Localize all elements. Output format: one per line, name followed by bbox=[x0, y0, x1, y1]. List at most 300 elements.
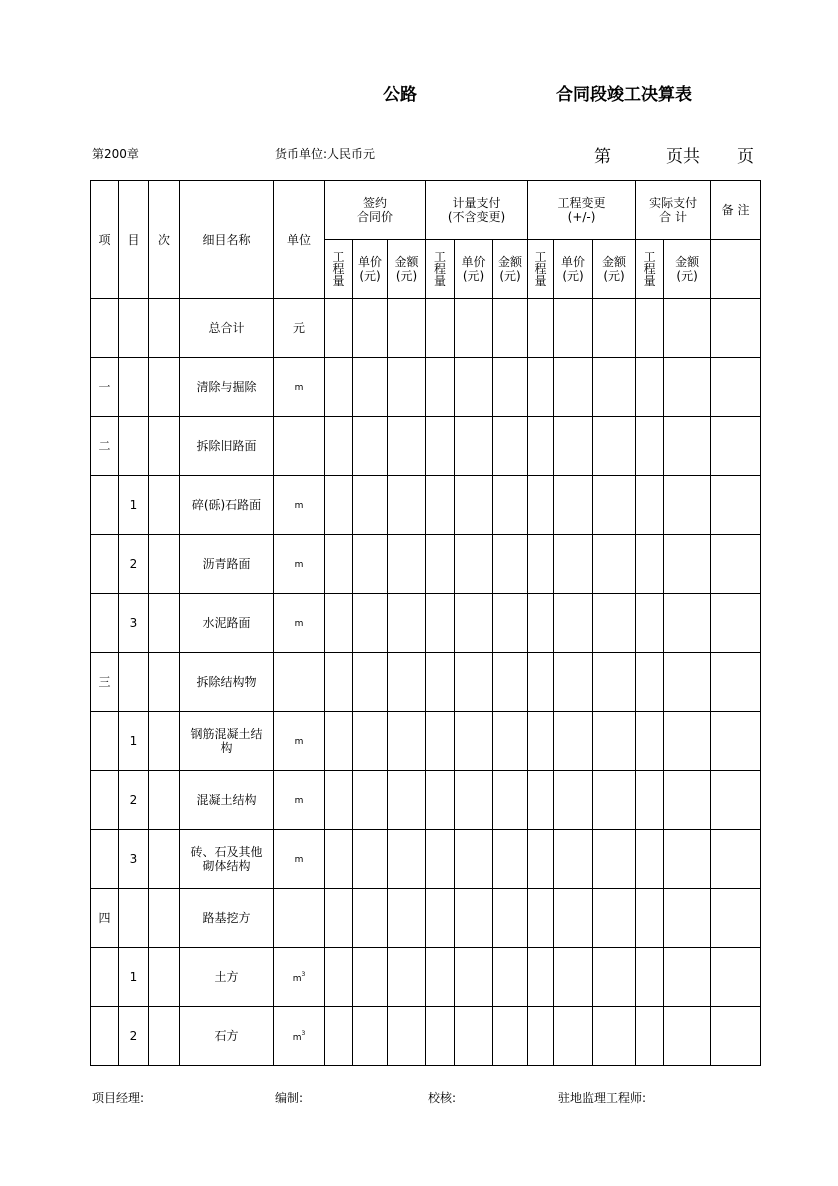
cell-value bbox=[325, 1007, 353, 1066]
cell-value bbox=[593, 653, 636, 712]
table-row bbox=[91, 830, 761, 889]
chapter-label: 第200章 bbox=[92, 147, 139, 161]
cell-value bbox=[528, 1007, 554, 1066]
table-row bbox=[91, 476, 761, 535]
cell-value bbox=[711, 594, 761, 653]
header-mu: 目 bbox=[119, 181, 149, 299]
sub-amount-line2: (元) bbox=[603, 269, 625, 283]
cell-value bbox=[455, 535, 493, 594]
cell-value bbox=[664, 299, 711, 358]
cell-unit bbox=[274, 771, 325, 830]
cell-mu: 2 bbox=[119, 771, 149, 830]
cell-value bbox=[554, 771, 593, 830]
cell-value bbox=[636, 771, 664, 830]
cell-value bbox=[554, 476, 593, 535]
cell-mu bbox=[119, 299, 149, 358]
cell-unit bbox=[274, 594, 325, 653]
cell-value bbox=[528, 889, 554, 948]
cell-xiang: 三 bbox=[91, 653, 119, 712]
table-row bbox=[91, 1007, 761, 1066]
cell-value bbox=[325, 712, 353, 771]
cell-value bbox=[325, 299, 353, 358]
sub-price-line2: (元) bbox=[359, 269, 381, 283]
table-row bbox=[91, 889, 761, 948]
header-actual bbox=[636, 181, 711, 240]
cell-value bbox=[493, 1007, 528, 1066]
cell-xiang: 四 bbox=[91, 889, 119, 948]
cell-value bbox=[426, 1007, 455, 1066]
page-ye-gong: 页共 bbox=[666, 147, 700, 167]
cell-value bbox=[554, 535, 593, 594]
cell-value bbox=[636, 476, 664, 535]
header-remark: 备 注 bbox=[711, 181, 761, 240]
cell-value bbox=[636, 299, 664, 358]
cell-value bbox=[664, 830, 711, 889]
sub-amount-line1: 金额 bbox=[602, 255, 627, 269]
cell-unit-text: m bbox=[294, 796, 304, 806]
sub-amount bbox=[388, 240, 426, 299]
header-contract-line2: 合同价 bbox=[357, 210, 394, 224]
cell-value bbox=[388, 1007, 426, 1066]
cell-unit bbox=[274, 948, 325, 1007]
cell-name: 砖、石及其他砌体结构 bbox=[180, 830, 274, 889]
cell-ci bbox=[149, 1007, 180, 1066]
cell-name: 拆除旧路面 bbox=[180, 417, 274, 476]
cell-unit bbox=[274, 712, 325, 771]
table-row bbox=[91, 535, 761, 594]
cell-value bbox=[593, 830, 636, 889]
cell-value bbox=[353, 476, 388, 535]
cell-value bbox=[711, 299, 761, 358]
cell-value bbox=[455, 417, 493, 476]
cell-value bbox=[554, 653, 593, 712]
cell-value bbox=[528, 358, 554, 417]
cell-unit bbox=[274, 1007, 325, 1066]
cell-value bbox=[388, 830, 426, 889]
cell-value bbox=[664, 358, 711, 417]
cell-value bbox=[493, 476, 528, 535]
cell-value bbox=[353, 889, 388, 948]
cell-ci bbox=[149, 417, 180, 476]
cell-value bbox=[455, 830, 493, 889]
cell-value bbox=[664, 1007, 711, 1066]
sub-price bbox=[455, 240, 493, 299]
cell-xiang bbox=[91, 594, 119, 653]
cell-value bbox=[426, 712, 455, 771]
header-actual-line1: 实际支付 bbox=[649, 196, 698, 210]
cell-value bbox=[388, 771, 426, 830]
cell-value bbox=[426, 771, 455, 830]
cell-value bbox=[554, 417, 593, 476]
cell-ci bbox=[149, 299, 180, 358]
cell-value bbox=[528, 771, 554, 830]
cell-value bbox=[493, 417, 528, 476]
cell-value bbox=[593, 771, 636, 830]
cell-value bbox=[493, 830, 528, 889]
cell-unit-text: m bbox=[292, 1033, 302, 1043]
cell-value bbox=[388, 712, 426, 771]
cell-value bbox=[353, 771, 388, 830]
cell-ci bbox=[149, 712, 180, 771]
cell-mu bbox=[119, 417, 149, 476]
cell-value bbox=[664, 948, 711, 1007]
cell-value bbox=[353, 712, 388, 771]
cell-unit bbox=[274, 535, 325, 594]
cell-name: 总合计 bbox=[180, 299, 274, 358]
cell-unit-text: m bbox=[292, 974, 302, 984]
cell-unit-text: m bbox=[294, 383, 304, 393]
cell-value bbox=[388, 889, 426, 948]
header-change bbox=[528, 181, 636, 240]
sub-amount-line2: (元) bbox=[395, 269, 418, 283]
cell-value bbox=[593, 358, 636, 417]
cell-mu: 1 bbox=[119, 476, 149, 535]
header-measured bbox=[426, 181, 528, 240]
cell-value bbox=[636, 830, 664, 889]
cell-value bbox=[593, 299, 636, 358]
cell-value bbox=[664, 889, 711, 948]
cell-value bbox=[711, 476, 761, 535]
cell-value bbox=[493, 712, 528, 771]
sub-qty-text: 工程量 bbox=[534, 249, 547, 288]
cell-value bbox=[711, 771, 761, 830]
header-measured-line2: (不含变更) bbox=[447, 210, 506, 224]
footer-supervisor: 驻地监理工程师: bbox=[558, 1091, 647, 1105]
sub-qty bbox=[325, 240, 353, 299]
cell-value bbox=[455, 594, 493, 653]
sub-price bbox=[353, 240, 388, 299]
cell-value bbox=[593, 948, 636, 1007]
cell-unit bbox=[274, 358, 325, 417]
cell-value bbox=[353, 653, 388, 712]
cell-unit-text: 元 bbox=[292, 321, 305, 335]
cell-value bbox=[593, 535, 636, 594]
cell-xiang bbox=[91, 771, 119, 830]
cell-value bbox=[636, 417, 664, 476]
footer-editor: 编制: bbox=[275, 1091, 304, 1105]
cell-value bbox=[325, 830, 353, 889]
cell-value bbox=[325, 653, 353, 712]
cell-value bbox=[664, 712, 711, 771]
cell-name: 碎(砾)石路面 bbox=[180, 476, 274, 535]
page-ye: 页 bbox=[737, 147, 754, 167]
cell-value bbox=[388, 948, 426, 1007]
cell-unit-text: m bbox=[294, 737, 304, 747]
sub-price-line1: 单价 bbox=[561, 255, 586, 269]
cell-value bbox=[325, 948, 353, 1007]
cell-value bbox=[664, 417, 711, 476]
cell-name: 拆除结构物 bbox=[180, 653, 274, 712]
cell-value bbox=[353, 830, 388, 889]
cell-mu: 1 bbox=[119, 948, 149, 1007]
table-row bbox=[91, 299, 761, 358]
cell-xiang: 一 bbox=[91, 358, 119, 417]
header-row-1 bbox=[91, 181, 761, 240]
header-contract bbox=[325, 181, 426, 240]
cell-value bbox=[353, 535, 388, 594]
cell-unit bbox=[274, 417, 325, 476]
cell-value bbox=[353, 358, 388, 417]
cell-value bbox=[426, 830, 455, 889]
cell-value bbox=[493, 358, 528, 417]
cell-value bbox=[528, 948, 554, 1007]
cell-mu: 1 bbox=[119, 712, 149, 771]
sub-amount-line2: (元) bbox=[499, 269, 521, 283]
header-contract-line1: 签约 bbox=[363, 196, 388, 210]
cell-value bbox=[664, 653, 711, 712]
cell-name: 沥青路面 bbox=[180, 535, 274, 594]
cell-mu: 2 bbox=[119, 535, 149, 594]
cell-value bbox=[455, 889, 493, 948]
cell-unit-sup: 3 bbox=[301, 971, 306, 978]
cell-value bbox=[711, 417, 761, 476]
cell-name: 钢筋混凝土结构 bbox=[180, 712, 274, 771]
cell-unit-text: m bbox=[294, 855, 304, 865]
cell-value bbox=[711, 889, 761, 948]
sub-price bbox=[554, 240, 593, 299]
cell-value bbox=[554, 712, 593, 771]
table-row bbox=[91, 948, 761, 1007]
cell-value bbox=[711, 830, 761, 889]
cell-value bbox=[636, 358, 664, 417]
cell-unit bbox=[274, 830, 325, 889]
footer-checker: 校核: bbox=[428, 1091, 457, 1105]
cell-name: 水泥路面 bbox=[180, 594, 274, 653]
sub-qty-text: 工程量 bbox=[332, 249, 345, 288]
cell-ci bbox=[149, 653, 180, 712]
sub-price-line1: 单价 bbox=[357, 255, 382, 269]
title-right: 合同段竣工决算表 bbox=[556, 85, 692, 105]
cell-ci bbox=[149, 771, 180, 830]
title-left: 公路 bbox=[383, 85, 417, 105]
footer-manager: 项目经理: bbox=[92, 1091, 145, 1105]
cell-value bbox=[528, 830, 554, 889]
cell-mu: 3 bbox=[119, 594, 149, 653]
cell-value bbox=[325, 476, 353, 535]
cell-value bbox=[636, 1007, 664, 1066]
cell-value bbox=[388, 535, 426, 594]
sub-qty bbox=[636, 240, 664, 299]
table-row bbox=[91, 712, 761, 771]
cell-value bbox=[426, 417, 455, 476]
cell-xiang: 二 bbox=[91, 417, 119, 476]
cell-unit-text: m bbox=[294, 619, 304, 629]
table-row bbox=[91, 594, 761, 653]
cell-value bbox=[493, 535, 528, 594]
cell-value bbox=[636, 653, 664, 712]
cell-value bbox=[455, 476, 493, 535]
cell-value bbox=[426, 535, 455, 594]
cell-value bbox=[426, 299, 455, 358]
cell-mu bbox=[119, 358, 149, 417]
cell-ci bbox=[149, 594, 180, 653]
sub-amount bbox=[593, 240, 636, 299]
cell-value bbox=[426, 889, 455, 948]
cell-value bbox=[455, 771, 493, 830]
cell-value bbox=[554, 358, 593, 417]
cell-value bbox=[554, 889, 593, 948]
cell-value bbox=[664, 535, 711, 594]
header-change-line1: 工程变更 bbox=[557, 196, 606, 210]
sub-qty-text: 工程量 bbox=[643, 249, 656, 288]
cell-value bbox=[711, 653, 761, 712]
sub-amount bbox=[664, 240, 711, 299]
cell-value bbox=[455, 299, 493, 358]
cell-value bbox=[664, 476, 711, 535]
cell-value bbox=[528, 653, 554, 712]
cell-value bbox=[554, 299, 593, 358]
cell-value bbox=[388, 594, 426, 653]
settlement-table bbox=[90, 180, 761, 1066]
cell-value bbox=[455, 1007, 493, 1066]
cell-value bbox=[325, 771, 353, 830]
cell-value bbox=[353, 594, 388, 653]
cell-value bbox=[325, 358, 353, 417]
cell-ci bbox=[149, 535, 180, 594]
cell-value bbox=[493, 299, 528, 358]
sub-price-line2: (元) bbox=[562, 269, 584, 283]
cell-value bbox=[388, 358, 426, 417]
cell-unit bbox=[274, 476, 325, 535]
cell-value bbox=[388, 476, 426, 535]
cell-value bbox=[493, 771, 528, 830]
cell-value bbox=[426, 358, 455, 417]
cell-value bbox=[593, 476, 636, 535]
sub-qty bbox=[528, 240, 554, 299]
cell-unit bbox=[274, 889, 325, 948]
header-xiang: 项 bbox=[91, 181, 119, 299]
cell-value bbox=[493, 889, 528, 948]
header-change-line2: (+/-) bbox=[567, 210, 596, 224]
cell-name: 路基挖方 bbox=[180, 889, 274, 948]
cell-mu bbox=[119, 653, 149, 712]
page-di: 第 bbox=[594, 147, 611, 167]
cell-value bbox=[711, 535, 761, 594]
table-row bbox=[91, 653, 761, 712]
cell-value bbox=[593, 889, 636, 948]
cell-value bbox=[353, 299, 388, 358]
cell-ci bbox=[149, 889, 180, 948]
cell-ci bbox=[149, 476, 180, 535]
cell-name: 混凝土结构 bbox=[180, 771, 274, 830]
cell-value bbox=[353, 1007, 388, 1066]
cell-value bbox=[325, 594, 353, 653]
cell-name: 石方 bbox=[180, 1007, 274, 1066]
cell-value bbox=[426, 476, 455, 535]
cell-value bbox=[528, 476, 554, 535]
cell-value bbox=[493, 948, 528, 1007]
table-row bbox=[91, 417, 761, 476]
cell-value bbox=[388, 299, 426, 358]
cell-xiang bbox=[91, 830, 119, 889]
cell-value bbox=[554, 948, 593, 1007]
sub-amount-line1: 金额 bbox=[675, 255, 700, 269]
sub-amount bbox=[493, 240, 528, 299]
cell-value bbox=[593, 594, 636, 653]
cell-unit-text: m bbox=[294, 560, 304, 570]
cell-unit bbox=[274, 653, 325, 712]
header-measured-line1: 计量支付 bbox=[452, 196, 501, 210]
cell-value bbox=[455, 653, 493, 712]
header-actual-line2: 合 计 bbox=[659, 210, 687, 224]
cell-unit-text: m bbox=[294, 501, 304, 511]
cell-value bbox=[554, 594, 593, 653]
table-row bbox=[91, 771, 761, 830]
cell-value bbox=[528, 535, 554, 594]
cell-value bbox=[353, 948, 388, 1007]
cell-value bbox=[388, 417, 426, 476]
header-ci: 次 bbox=[149, 181, 180, 299]
sub-price-line2: (元) bbox=[462, 269, 485, 283]
cell-value bbox=[664, 594, 711, 653]
cell-value bbox=[426, 948, 455, 1007]
cell-value bbox=[593, 417, 636, 476]
cell-mu: 3 bbox=[119, 830, 149, 889]
cell-value bbox=[325, 535, 353, 594]
sub-remark-blank bbox=[711, 240, 761, 299]
sub-amount-line2: (元) bbox=[676, 269, 698, 283]
cell-value bbox=[711, 948, 761, 1007]
cell-value bbox=[493, 594, 528, 653]
cell-value bbox=[455, 358, 493, 417]
cell-value bbox=[353, 417, 388, 476]
currency-label: 货币单位:人民币元 bbox=[275, 147, 376, 161]
cell-value bbox=[554, 830, 593, 889]
cell-value bbox=[426, 653, 455, 712]
cell-value bbox=[664, 771, 711, 830]
cell-value bbox=[593, 712, 636, 771]
cell-value bbox=[528, 712, 554, 771]
cell-unit bbox=[274, 299, 325, 358]
cell-value bbox=[455, 948, 493, 1007]
sub-qty-text: 工程量 bbox=[434, 249, 447, 288]
cell-xiang bbox=[91, 948, 119, 1007]
cell-value bbox=[636, 594, 664, 653]
cell-mu bbox=[119, 889, 149, 948]
cell-value bbox=[528, 417, 554, 476]
cell-value bbox=[636, 535, 664, 594]
cell-value bbox=[636, 889, 664, 948]
sub-price-line1: 单价 bbox=[461, 255, 486, 269]
cell-name: 土方 bbox=[180, 948, 274, 1007]
cell-xiang bbox=[91, 476, 119, 535]
cell-value bbox=[554, 1007, 593, 1066]
cell-name: 清除与掘除 bbox=[180, 358, 274, 417]
sub-amount-line1: 金额 bbox=[498, 255, 523, 269]
cell-value bbox=[528, 299, 554, 358]
cell-value bbox=[426, 594, 455, 653]
cell-value bbox=[455, 712, 493, 771]
cell-ci bbox=[149, 358, 180, 417]
cell-xiang bbox=[91, 1007, 119, 1066]
cell-xiang bbox=[91, 712, 119, 771]
cell-value bbox=[636, 948, 664, 1007]
sub-qty bbox=[426, 240, 455, 299]
cell-value bbox=[325, 417, 353, 476]
cell-value bbox=[593, 1007, 636, 1066]
cell-value bbox=[636, 712, 664, 771]
cell-value bbox=[325, 889, 353, 948]
cell-value bbox=[711, 358, 761, 417]
cell-ci bbox=[149, 830, 180, 889]
cell-ci bbox=[149, 948, 180, 1007]
cell-mu: 2 bbox=[119, 1007, 149, 1066]
cell-value bbox=[388, 653, 426, 712]
header-name: 细目名称 bbox=[180, 181, 274, 299]
cell-value bbox=[528, 594, 554, 653]
cell-unit-sup: 3 bbox=[301, 1030, 306, 1037]
cell-xiang bbox=[91, 299, 119, 358]
